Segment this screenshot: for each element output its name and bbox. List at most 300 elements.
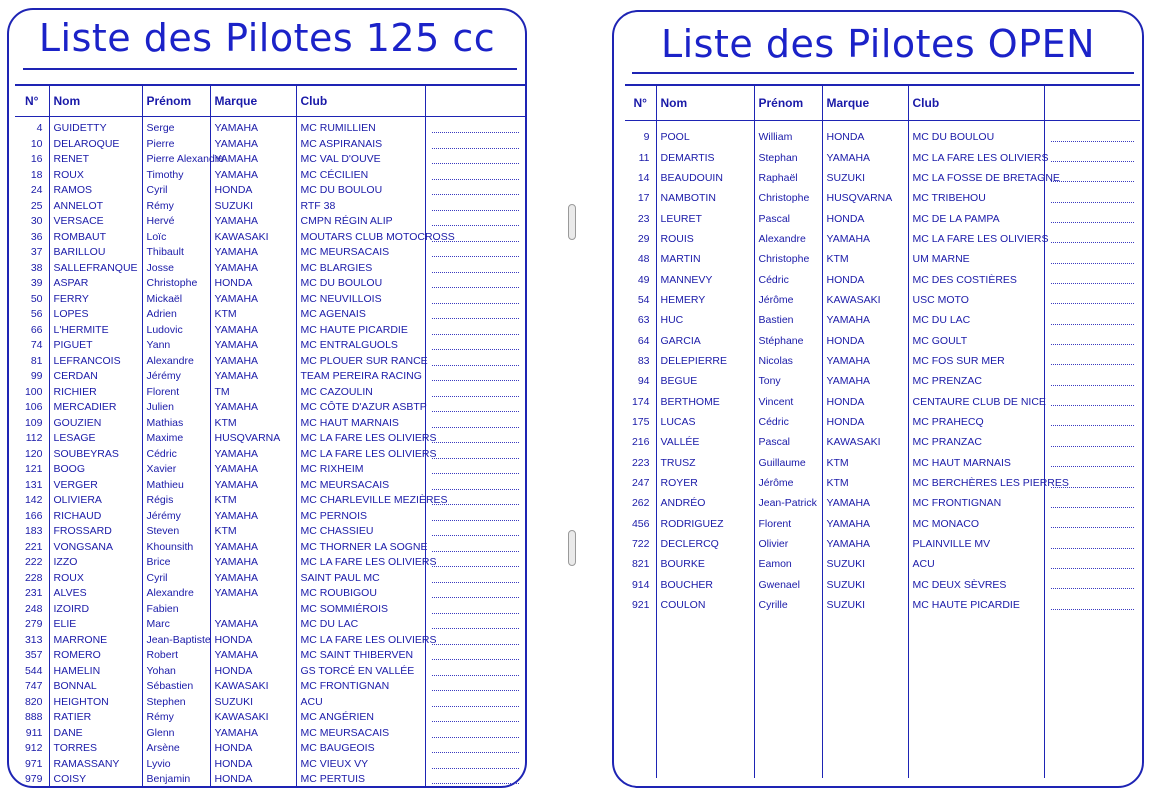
empty-cell xyxy=(656,656,754,676)
cell-num: 36 xyxy=(30,230,43,243)
table-row xyxy=(15,137,525,153)
empty-cell xyxy=(822,636,908,656)
cell-nom: FROSSARD xyxy=(49,524,142,540)
cell-blank xyxy=(1044,188,1140,208)
cell-prenom: Nicolas xyxy=(754,351,822,371)
cell-num: 38 xyxy=(30,261,43,274)
dotted-line xyxy=(1051,153,1135,162)
dotted-line xyxy=(432,248,520,257)
dotted-line xyxy=(432,574,520,583)
cell-nom: ELIE xyxy=(49,617,142,633)
cell-marque: HONDA xyxy=(822,208,908,228)
cell-blank xyxy=(425,633,525,649)
cell-club: MC DEUX SÈVRES xyxy=(908,575,1044,595)
cell-prenom: Rémy xyxy=(142,710,210,726)
cell-club: MC RIXHEIM xyxy=(296,462,425,478)
cell-marque: KAWASAKI xyxy=(210,230,296,246)
cell-club: MC HAUT MARNAIS xyxy=(908,453,1044,473)
cell-blank xyxy=(425,741,525,757)
cell-num: 56 xyxy=(30,308,43,321)
cell-blank xyxy=(1044,554,1140,574)
table-row xyxy=(15,633,525,649)
cell-club: MC CAZOULIN xyxy=(296,385,425,401)
dotted-line xyxy=(432,605,520,614)
table-row xyxy=(625,432,1140,452)
cell-prenom: Bastien xyxy=(754,310,822,330)
cell-nom: POOL xyxy=(656,121,754,148)
table-row xyxy=(15,710,525,726)
cell-marque: YAMAHA xyxy=(822,147,908,167)
cell-num: 131 xyxy=(24,478,43,491)
cell-num: 121 xyxy=(24,463,43,476)
cell-club: MC CÔTE D'AZUR ASBTP xyxy=(296,400,425,416)
cell-num: 174 xyxy=(631,395,650,408)
cell-marque: KAWASAKI xyxy=(210,710,296,726)
cell-nom: TORRES xyxy=(49,741,142,757)
cell-club: MOUTARS CLUB MOTOCROSS xyxy=(296,230,425,246)
table-row xyxy=(15,199,525,215)
cell-num: 106 xyxy=(24,401,43,414)
cell-prenom: Marc xyxy=(142,617,210,633)
cell-prenom: Eamon xyxy=(754,554,822,574)
dotted-line xyxy=(432,419,520,428)
cell-blank xyxy=(425,772,525,788)
cell-num: 142 xyxy=(24,494,43,507)
cell-blank xyxy=(425,117,525,137)
dotted-line xyxy=(432,124,520,133)
table-row xyxy=(625,310,1140,330)
cell-num: 248 xyxy=(24,602,43,615)
cell-marque: KTM xyxy=(822,249,908,269)
table-row xyxy=(15,400,525,416)
cell-blank xyxy=(425,648,525,664)
cell-num: 99 xyxy=(30,370,43,383)
empty-row xyxy=(625,758,1140,778)
cell-num: 357 xyxy=(24,649,43,662)
cell-nom: LOPES xyxy=(49,307,142,323)
cell-num: 231 xyxy=(24,587,43,600)
cell-blank xyxy=(425,602,525,618)
cell-marque: HONDA xyxy=(210,633,296,649)
table-row xyxy=(625,229,1140,249)
cell-marque: YAMAHA xyxy=(210,117,296,137)
empty-cell xyxy=(1044,615,1140,635)
cell-blank xyxy=(1044,391,1140,411)
cell-nom: ANDRÉO xyxy=(656,493,754,513)
dotted-line xyxy=(432,698,520,707)
cell-blank xyxy=(425,307,525,323)
empty-cell xyxy=(625,737,656,757)
cell-marque: YAMAHA xyxy=(822,534,908,554)
cell-marque: YAMAHA xyxy=(822,371,908,391)
cell-prenom: Robert xyxy=(142,648,210,664)
cell-num: 100 xyxy=(24,385,43,398)
cell-blank xyxy=(425,431,525,447)
cell-blank xyxy=(425,245,525,261)
cell-club: MC MEURSACAIS xyxy=(296,245,425,261)
cell-blank xyxy=(425,323,525,339)
table-row xyxy=(15,230,525,246)
cell-club: MC MEURSACAIS xyxy=(296,478,425,494)
cell-prenom: Stephan xyxy=(754,147,822,167)
dotted-line xyxy=(432,264,520,273)
cell-club: MC DU LAC xyxy=(908,310,1044,330)
cell-nom: LESAGE xyxy=(49,431,142,447)
cell-blank xyxy=(1044,269,1140,289)
cell-num: 74 xyxy=(30,339,43,352)
cell-nom: RAMASSANY xyxy=(49,757,142,773)
cell-club: MC LA FARE LES OLIVIERS xyxy=(296,447,425,463)
cell-club: MC HAUT MARNAIS xyxy=(296,416,425,432)
cell-blank xyxy=(425,462,525,478)
cell-num: 37 xyxy=(30,246,43,259)
title-underline xyxy=(632,72,1134,74)
cell-marque: KAWASAKI xyxy=(210,679,296,695)
empty-cell xyxy=(908,737,1044,757)
cell-marque: YAMAHA xyxy=(210,214,296,230)
empty-cell xyxy=(822,615,908,635)
cell-num: 456 xyxy=(631,517,650,530)
cell-num: 912 xyxy=(24,742,43,755)
empty-cell xyxy=(1044,717,1140,737)
cell-num: 979 xyxy=(24,773,43,786)
cell-num: 23 xyxy=(637,212,650,225)
cell-nom: HUC xyxy=(656,310,754,330)
empty-cell xyxy=(656,737,754,757)
table-row xyxy=(15,183,525,199)
cell-blank xyxy=(1044,330,1140,350)
cell-prenom: Lyvio xyxy=(142,757,210,773)
cell-marque: HUSQVARNA xyxy=(822,188,908,208)
cell-num: 30 xyxy=(30,215,43,228)
table-row xyxy=(625,575,1140,595)
table-row xyxy=(625,595,1140,615)
cell-prenom: Mathieu xyxy=(142,478,210,494)
cell-nom: RODRIGUEZ xyxy=(656,514,754,534)
cell-blank xyxy=(425,571,525,587)
cell-club: CMPN RÉGIN ALIP xyxy=(296,214,425,230)
title-underline xyxy=(23,68,517,70)
dotted-line xyxy=(432,713,520,722)
cell-prenom: Jérémy xyxy=(142,509,210,525)
table-row xyxy=(625,208,1140,228)
cell-marque: YAMAHA xyxy=(210,617,296,633)
dotted-line xyxy=(1051,458,1135,467)
empty-cell xyxy=(625,758,656,778)
table-row xyxy=(625,371,1140,391)
cell-nom: PIGUET xyxy=(49,338,142,354)
header-num: N° xyxy=(625,85,656,121)
cell-prenom: Arsène xyxy=(142,741,210,757)
dotted-line xyxy=(432,171,520,180)
cell-prenom: Alexandre xyxy=(754,229,822,249)
cell-num: 722 xyxy=(631,538,650,551)
cell-marque: YAMAHA xyxy=(822,310,908,330)
empty-cell xyxy=(1044,636,1140,656)
cell-blank xyxy=(425,540,525,556)
cell-prenom: Régis xyxy=(142,493,210,509)
cell-prenom: Cyril xyxy=(142,571,210,587)
dotted-line xyxy=(432,682,520,691)
dotted-line xyxy=(1051,234,1135,243)
header-club: Club xyxy=(296,85,425,117)
cell-nom: IZZO xyxy=(49,555,142,571)
table-row xyxy=(15,509,525,525)
empty-cell xyxy=(822,737,908,757)
cell-marque: YAMAHA xyxy=(210,354,296,370)
cell-prenom: Glenn xyxy=(142,726,210,742)
cell-nom: SALLEFRANQUE xyxy=(49,261,142,277)
cell-blank xyxy=(1044,147,1140,167)
cell-num: 9 xyxy=(643,131,650,144)
cell-blank xyxy=(425,400,525,416)
empty-row xyxy=(625,697,1140,717)
cell-blank xyxy=(425,478,525,494)
dotted-line xyxy=(432,341,520,350)
cell-marque: KAWASAKI xyxy=(822,432,908,452)
cell-num: 49 xyxy=(637,273,650,286)
cell-num: 544 xyxy=(24,664,43,677)
cell-marque: YAMAHA xyxy=(210,462,296,478)
table-row xyxy=(625,514,1140,534)
cell-prenom: Hervé xyxy=(142,214,210,230)
cell-prenom: Stephen xyxy=(142,695,210,711)
dotted-line xyxy=(432,326,520,335)
empty-cell xyxy=(908,697,1044,717)
cell-club: MC BAUGEOIS xyxy=(296,741,425,757)
cell-prenom: Pierre Alexandre xyxy=(142,152,210,168)
cell-num: 83 xyxy=(637,354,650,367)
cell-num: 971 xyxy=(24,757,43,770)
cell-club: MC DES COSTIÈRES xyxy=(908,269,1044,289)
cell-prenom: Cyril xyxy=(142,183,210,199)
header-blank xyxy=(425,85,525,117)
empty-cell xyxy=(656,758,754,778)
cell-prenom: Jean-Baptiste xyxy=(142,633,210,649)
cell-marque: YAMAHA xyxy=(822,229,908,249)
cell-marque: TM xyxy=(210,385,296,401)
cell-num: 112 xyxy=(25,432,43,445)
cell-club: CENTAURE CLUB DE NICE xyxy=(908,391,1044,411)
cell-blank xyxy=(425,385,525,401)
empty-cell xyxy=(822,697,908,717)
cell-marque: SUZUKI xyxy=(822,595,908,615)
cell-club: MC DU BOULOU xyxy=(296,183,425,199)
cell-marque: YAMAHA xyxy=(210,540,296,556)
cell-blank xyxy=(1044,595,1140,615)
cell-club: MC VAL D'OUVE xyxy=(296,152,425,168)
cell-club: MC SAINT THIBERVEN xyxy=(296,648,425,664)
cell-nom: ROMBAUT xyxy=(49,230,142,246)
cell-club: MC ASPIRANAIS xyxy=(296,137,425,153)
cell-nom: COISY xyxy=(49,772,142,788)
cell-nom: IZOIRD xyxy=(49,602,142,618)
table-row xyxy=(15,648,525,664)
table-row xyxy=(15,385,525,401)
cell-marque: YAMAHA xyxy=(210,261,296,277)
table-row xyxy=(625,554,1140,574)
cell-prenom: Pascal xyxy=(754,208,822,228)
table-row xyxy=(625,412,1140,432)
table-row xyxy=(15,540,525,556)
cell-num: 313 xyxy=(24,633,43,646)
cell-num: 747 xyxy=(24,680,43,693)
cell-marque: YAMAHA xyxy=(210,586,296,602)
cell-marque: YAMAHA xyxy=(210,400,296,416)
cell-blank xyxy=(425,679,525,695)
cell-num: 914 xyxy=(631,578,650,591)
cell-marque: KTM xyxy=(210,493,296,509)
cell-prenom: Mickaël xyxy=(142,292,210,308)
cell-blank xyxy=(425,524,525,540)
table-row xyxy=(15,152,525,168)
cell-nom: MANNEVY xyxy=(656,269,754,289)
table-row xyxy=(625,121,1140,148)
header-blank xyxy=(1044,85,1140,121)
table-row xyxy=(15,602,525,618)
cell-prenom: Tony xyxy=(754,371,822,391)
cell-num: 166 xyxy=(24,509,43,522)
page-title: Liste des Pilotes OPEN xyxy=(660,22,1096,66)
header-prenom: Prénom xyxy=(142,85,210,117)
cell-num: 18 xyxy=(30,168,43,181)
cell-nom: TRUSZ xyxy=(656,453,754,473)
table-row xyxy=(625,147,1140,167)
cell-blank xyxy=(425,710,525,726)
cell-num: 228 xyxy=(24,571,43,584)
cell-marque: HONDA xyxy=(210,664,296,680)
table-header-row xyxy=(625,85,1140,121)
table-row xyxy=(15,695,525,711)
empty-row xyxy=(625,737,1140,757)
dotted-line xyxy=(432,202,520,211)
empty-cell xyxy=(656,636,754,656)
table-row xyxy=(15,493,525,509)
cell-prenom: Steven xyxy=(142,524,210,540)
cell-club: MC BLARGIES xyxy=(296,261,425,277)
cell-prenom: Raphaël xyxy=(754,168,822,188)
empty-cell xyxy=(754,697,822,717)
cell-blank xyxy=(425,617,525,633)
dotted-line xyxy=(1051,275,1135,284)
cell-club: ACU xyxy=(908,554,1044,574)
table-row xyxy=(625,473,1140,493)
dotted-line xyxy=(1051,214,1135,223)
cell-num: 216 xyxy=(631,436,650,449)
dotted-line xyxy=(432,357,520,366)
cell-num: 921 xyxy=(631,599,650,612)
empty-cell xyxy=(625,697,656,717)
cell-club: MC ENTRALGUOLS xyxy=(296,338,425,354)
cell-prenom: Fabien xyxy=(142,602,210,618)
cell-club: USC MOTO xyxy=(908,290,1044,310)
cell-prenom: Xavier xyxy=(142,462,210,478)
table-row xyxy=(15,679,525,695)
cell-marque: YAMAHA xyxy=(210,338,296,354)
cell-club: MC CÉCILIEN xyxy=(296,168,425,184)
empty-row xyxy=(625,636,1140,656)
cell-club: MC FRONTIGNAN xyxy=(908,493,1044,513)
cell-num: 911 xyxy=(25,726,43,739)
cell-nom: DECLERCQ xyxy=(656,534,754,554)
cell-marque: YAMAHA xyxy=(210,292,296,308)
cell-nom: BEGUE xyxy=(656,371,754,391)
cell-nom: DANE xyxy=(49,726,142,742)
cell-blank xyxy=(425,416,525,432)
cell-prenom: Jérémy xyxy=(142,369,210,385)
cell-club: PLAINVILLE MV xyxy=(908,534,1044,554)
dotted-line xyxy=(432,651,520,660)
empty-cell xyxy=(625,636,656,656)
table-row xyxy=(625,269,1140,289)
cell-nom: LEFRANCOIS xyxy=(49,354,142,370)
table-row xyxy=(625,453,1140,473)
cell-prenom: Yohan xyxy=(142,664,210,680)
cell-prenom: Sébastien xyxy=(142,679,210,695)
cell-num: 262 xyxy=(631,497,650,510)
cell-num: 66 xyxy=(30,323,43,336)
cell-nom: DELEPIERRE xyxy=(656,351,754,371)
cell-blank xyxy=(425,509,525,525)
cell-num: 222 xyxy=(24,556,43,569)
cell-blank xyxy=(1044,575,1140,595)
empty-cell xyxy=(656,717,754,737)
header-club: Club xyxy=(908,85,1044,121)
cell-nom: RICHIER xyxy=(49,385,142,401)
empty-cell xyxy=(656,697,754,717)
cell-club: MC PLOUER SUR RANCE xyxy=(296,354,425,370)
cell-club: ACU xyxy=(296,695,425,711)
table-row xyxy=(625,330,1140,350)
cell-nom: ASPAR xyxy=(49,276,142,292)
cell-marque: YAMAHA xyxy=(210,571,296,587)
cell-nom: VERGER xyxy=(49,478,142,494)
cell-nom: OLIVIERA xyxy=(49,493,142,509)
cell-nom: GOUZIEN xyxy=(49,416,142,432)
cell-nom: LUCAS xyxy=(656,412,754,432)
cell-num: 94 xyxy=(637,375,650,388)
cell-num: 16 xyxy=(30,153,43,166)
cell-prenom: Guillaume xyxy=(754,453,822,473)
cell-prenom: Josse xyxy=(142,261,210,277)
cell-club: RTF 38 xyxy=(296,199,425,215)
cell-blank xyxy=(425,664,525,680)
empty-cell xyxy=(754,656,822,676)
empty-cell xyxy=(1044,758,1140,778)
dotted-line xyxy=(432,760,520,769)
cell-num: 64 xyxy=(637,334,650,347)
dotted-line xyxy=(1051,295,1135,304)
dotted-line xyxy=(432,388,520,397)
cell-prenom: Pierre xyxy=(142,137,210,153)
cell-marque: KTM xyxy=(822,453,908,473)
cell-prenom: Cédric xyxy=(754,269,822,289)
cell-blank xyxy=(425,369,525,385)
cell-prenom: Serge xyxy=(142,117,210,137)
cell-club: MC CHARLEVILLE MEZIÈRES xyxy=(296,493,425,509)
cell-num: 48 xyxy=(637,253,650,266)
cell-prenom: Jérôme xyxy=(754,473,822,493)
table-row xyxy=(625,391,1140,411)
empty-cell xyxy=(908,636,1044,656)
table-row xyxy=(625,249,1140,269)
cell-club: GS TORCÉ EN VALLÉE xyxy=(296,664,425,680)
cell-prenom: Stéphane xyxy=(754,330,822,350)
cell-blank xyxy=(425,447,525,463)
cell-marque: HONDA xyxy=(822,330,908,350)
dotted-line xyxy=(432,403,520,412)
table-row xyxy=(15,524,525,540)
